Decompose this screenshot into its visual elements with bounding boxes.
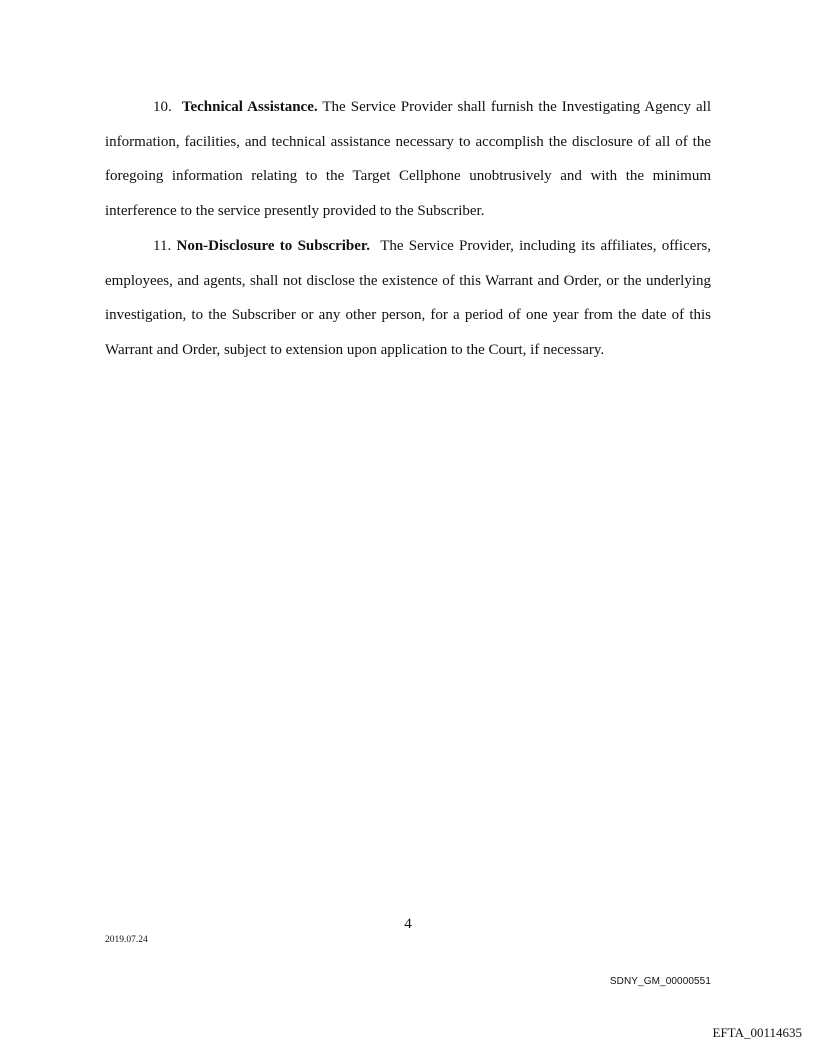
paragraph-non-disclosure	[105, 229, 711, 368]
document-body	[105, 90, 711, 368]
paragraph-text: The Service Provider shall furnish the Investigating Agency all information, facilities, and technical assistance necessary to accomplish the disclosure of all of the foregoing information relating to the Target Cellphone unobtrusively and with the minimum interference to the service presently provided to the Subscriber.	[105, 99, 711, 220]
paragraph-text: The Service Provider, including its affiliates, officers, employees, and agents, shall not disclose the existence of this Warrant and Order, or the underlying investigation, to the Subscriber or any other person, for a period of one year from the date of this Warrant and Order, subject to extension upon application to the Court, if necessary.	[105, 237, 711, 358]
date-code: 2019.07.24	[105, 935, 148, 945]
paragraph-number: 10.	[153, 99, 172, 115]
page-number: 4	[404, 916, 412, 932]
bates-number: SDNY_GM_00000551	[609, 976, 711, 987]
paragraph-heading: Technical Assistance.	[181, 99, 318, 115]
paragraph-number: 11.	[153, 237, 172, 254]
paragraph-heading: Non-Disclosure to Subscriber.	[176, 237, 370, 254]
efta-number: EFTA_00114635	[712, 1025, 802, 1040]
paragraph-technical-assistance	[105, 90, 711, 229]
